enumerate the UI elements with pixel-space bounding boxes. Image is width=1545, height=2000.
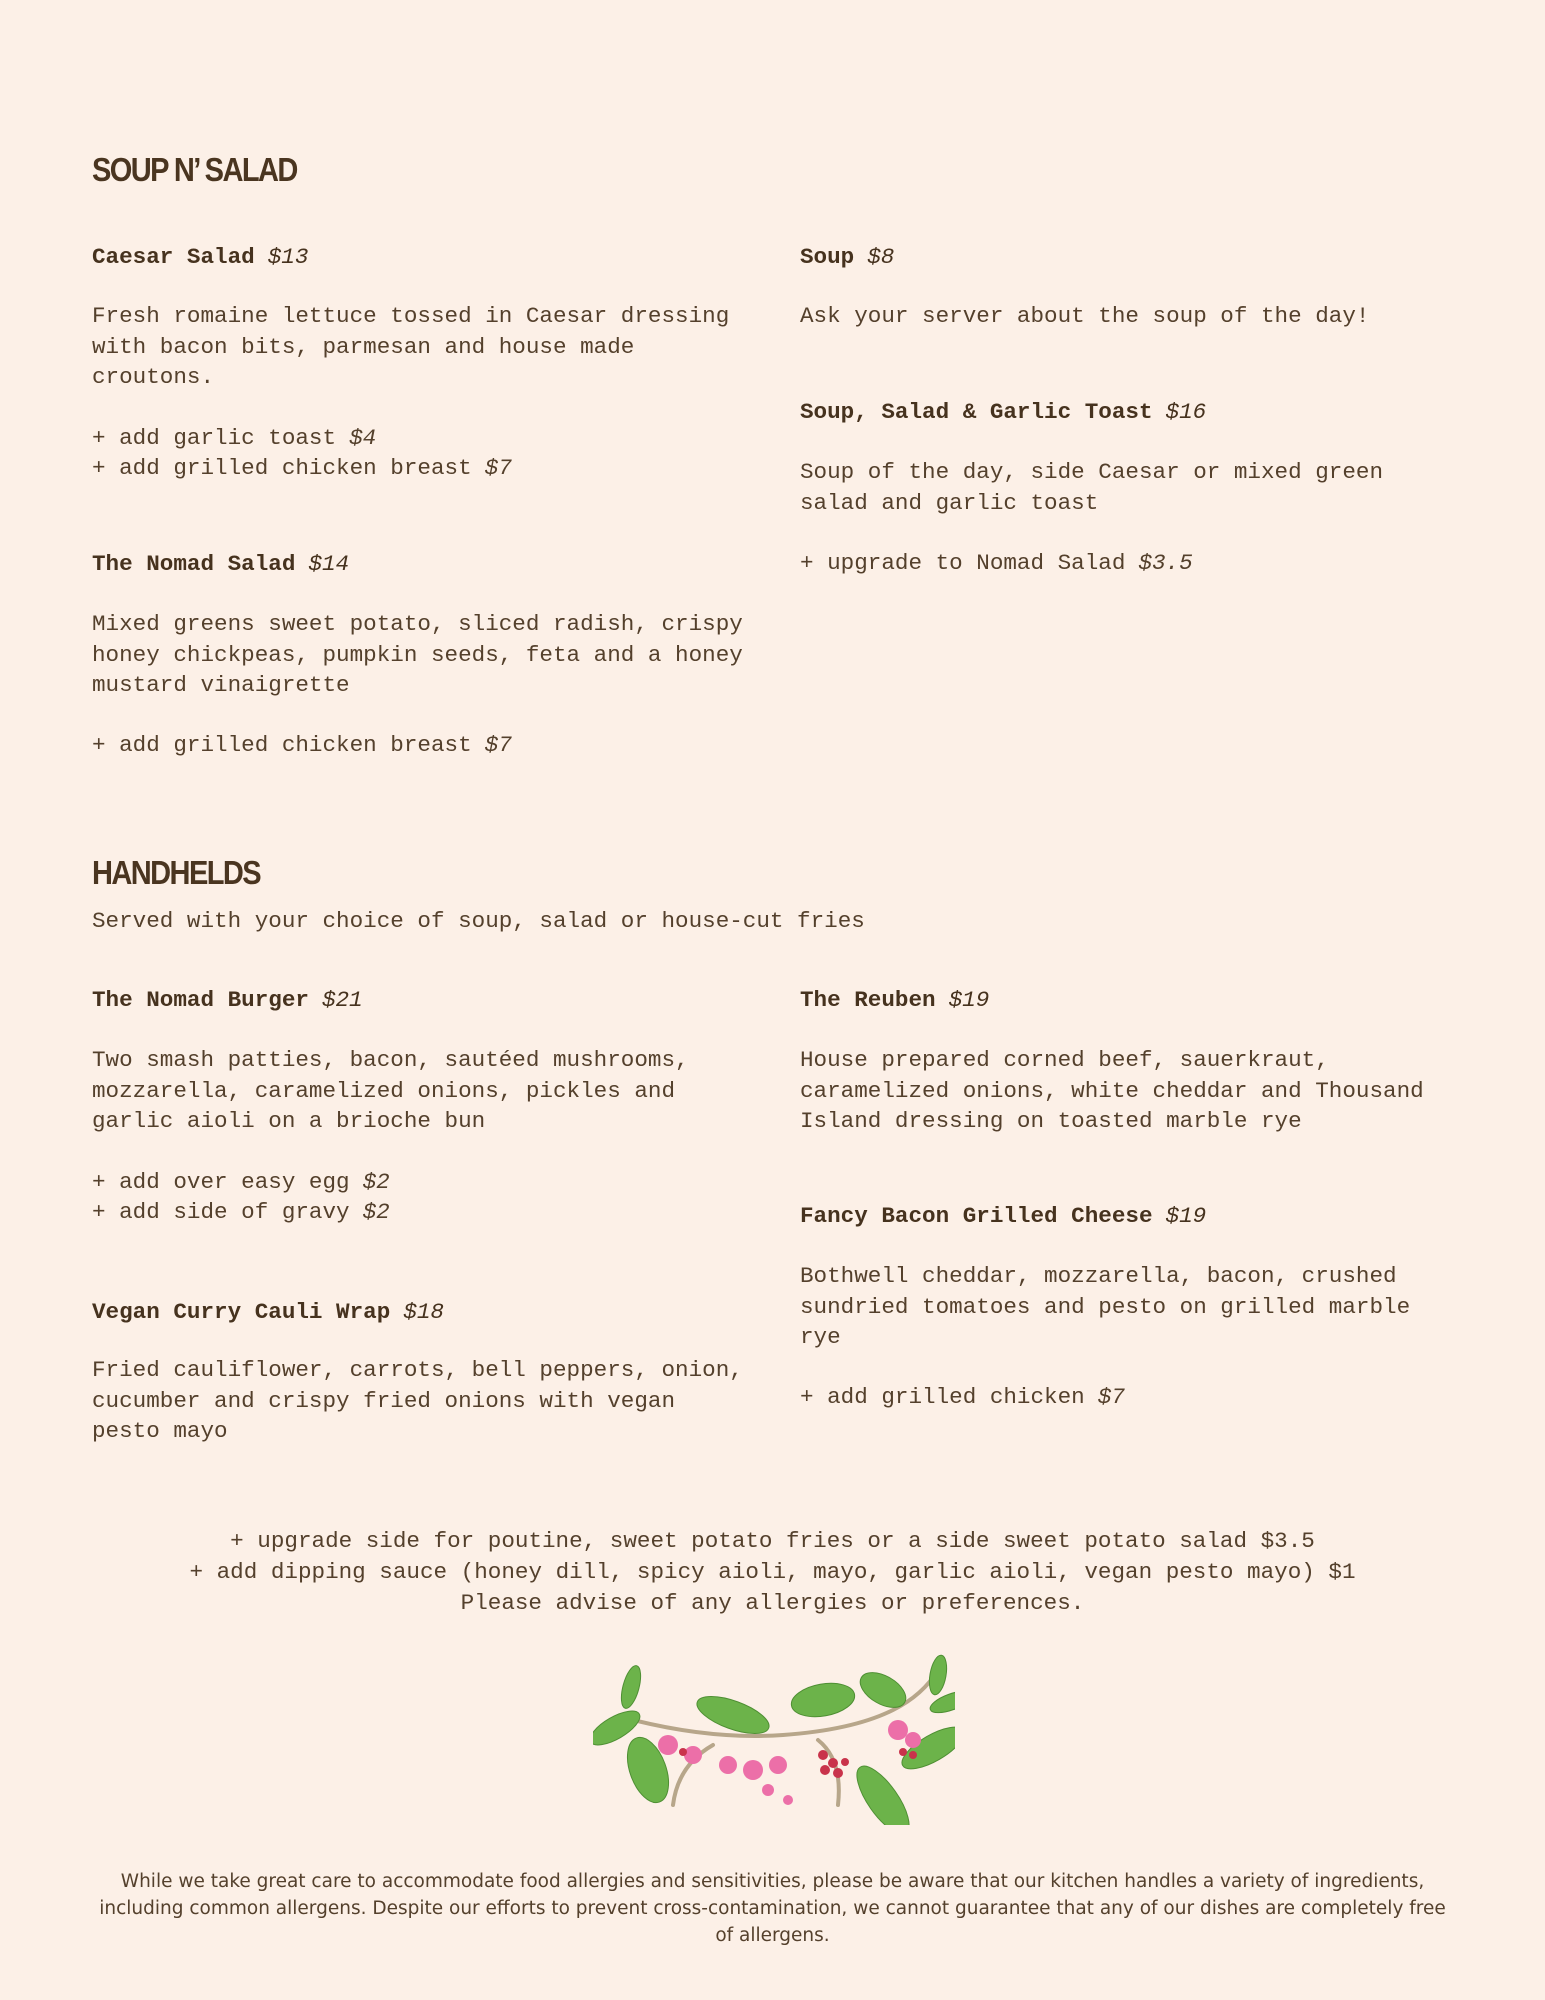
item-name: Vegan Curry Cauli Wrap: [92, 1299, 391, 1325]
addon-label: + add grilled chicken breast: [92, 455, 472, 481]
addon-label: + add grilled chicken: [800, 1384, 1085, 1410]
addon-price: $7: [1097, 1384, 1125, 1410]
addon-label: + upgrade to Nomad Salad: [800, 550, 1126, 576]
item-description: Mixed greens sweet potato, sliced radish, crispy honey chickpeas, pumpkin seeds, feta and a honey mustard vinaigrette: [92, 611, 743, 699]
item-addon: [800, 548, 1193, 579]
item-name: The Nomad Burger: [92, 987, 309, 1013]
item-addon: [92, 453, 512, 484]
item-name: The Nomad Salad: [92, 551, 296, 577]
menu-item-title: [92, 549, 349, 580]
item-description: House prepared corned beef, sauerkraut, caramelized onions, white cheddar and Thousand Island dressing on toasted marble rye: [800, 1047, 1424, 1135]
section-subtitle: Served with your choice of soup, salad or house-cut fries: [92, 908, 865, 934]
menu-item-title: [800, 1201, 1206, 1232]
allergen-disclaimer: While we take great care to accommodate food allergies and sensitivities, please be aware that our kitchen handles a variety of ingredients, including common allergens. Despite our efforts to prevent cross-contamination, we cannot guarantee that any of our dishes are completely free of allergens.: [99, 1871, 1446, 1946]
item-addon: [800, 1382, 1125, 1413]
section-heading-handhelds: HANDHELDS: [92, 854, 261, 891]
item-price: $16: [1165, 399, 1207, 425]
item-name: Fancy Bacon Grilled Cheese: [800, 1203, 1153, 1229]
menu-item-title: [800, 397, 1206, 428]
item-price: $14: [308, 551, 350, 577]
addon-label: + add side of gravy: [92, 1199, 350, 1225]
item-name: Soup: [800, 244, 855, 270]
item-price: $13: [267, 244, 309, 270]
addon-label: + add grilled chicken breast: [92, 732, 472, 758]
item-addon: [92, 1197, 390, 1228]
item-addon: [92, 730, 512, 761]
floral-branch-illustration: [593, 1640, 955, 1825]
menu-item-title: [92, 985, 363, 1016]
item-name: Soup, Salad & Garlic Toast: [800, 399, 1153, 425]
addon-price: $4: [349, 425, 377, 451]
item-price: $21: [321, 987, 363, 1013]
addon-price: $2: [362, 1199, 390, 1225]
item-description: Fried cauliflower, carrots, bell peppers, onion, cucumber and crispy fried onions with vegan pesto mayo: [92, 1357, 743, 1445]
item-price: $8: [867, 244, 895, 270]
addon-label: + add garlic toast: [92, 425, 337, 451]
section-heading-soup-salad: SOUP N’ SALAD: [92, 151, 297, 188]
addon-label: + add over easy egg: [92, 1169, 350, 1195]
item-price: $19: [1165, 1203, 1207, 1229]
item-description: Ask your server about the soup of the day!: [800, 303, 1370, 329]
addon-price: $7: [484, 732, 512, 758]
addon-price: $7: [484, 455, 512, 481]
menu-item-title: [800, 985, 989, 1016]
item-price: $18: [403, 1299, 444, 1325]
addon-price: $2: [362, 1169, 390, 1195]
footer-note: + upgrade side for poutine, sweet potato fries or a side sweet potato salad $3.5: [230, 1528, 1315, 1554]
item-description: Soup of the day, side Caesar or mixed green salad and garlic toast: [800, 459, 1384, 516]
footer-note: + add dipping sauce (honey dill, spicy aioli, mayo, garlic aioli, vegan pesto mayo) $1: [189, 1559, 1356, 1585]
menu-item-title: [800, 242, 894, 273]
item-description: Bothwell cheddar, mozzarella, bacon, crushed sundried tomatoes and pesto on grilled marble rye: [800, 1263, 1411, 1351]
item-price: $19: [948, 987, 990, 1013]
item-description: Two smash patties, bacon, sautéed mushrooms, mozzarella, caramelized onions, pickles and garlic aioli on a brioche bun: [92, 1047, 689, 1135]
item-addon: [92, 1167, 390, 1198]
item-name: Caesar Salad: [92, 244, 255, 270]
addon-price: $3.5: [1138, 550, 1193, 576]
item-description: Fresh romaine lettuce tossed in Caesar dressing with bacon bits, parmesan and house made croutons.: [92, 303, 730, 391]
footer-note: Please advise of any allergies or preferences.: [460, 1590, 1085, 1616]
menu-item-title: [92, 1297, 444, 1328]
item-name: The Reuben: [800, 987, 936, 1013]
menu-item-title: [92, 242, 308, 273]
item-addon: [92, 423, 376, 454]
